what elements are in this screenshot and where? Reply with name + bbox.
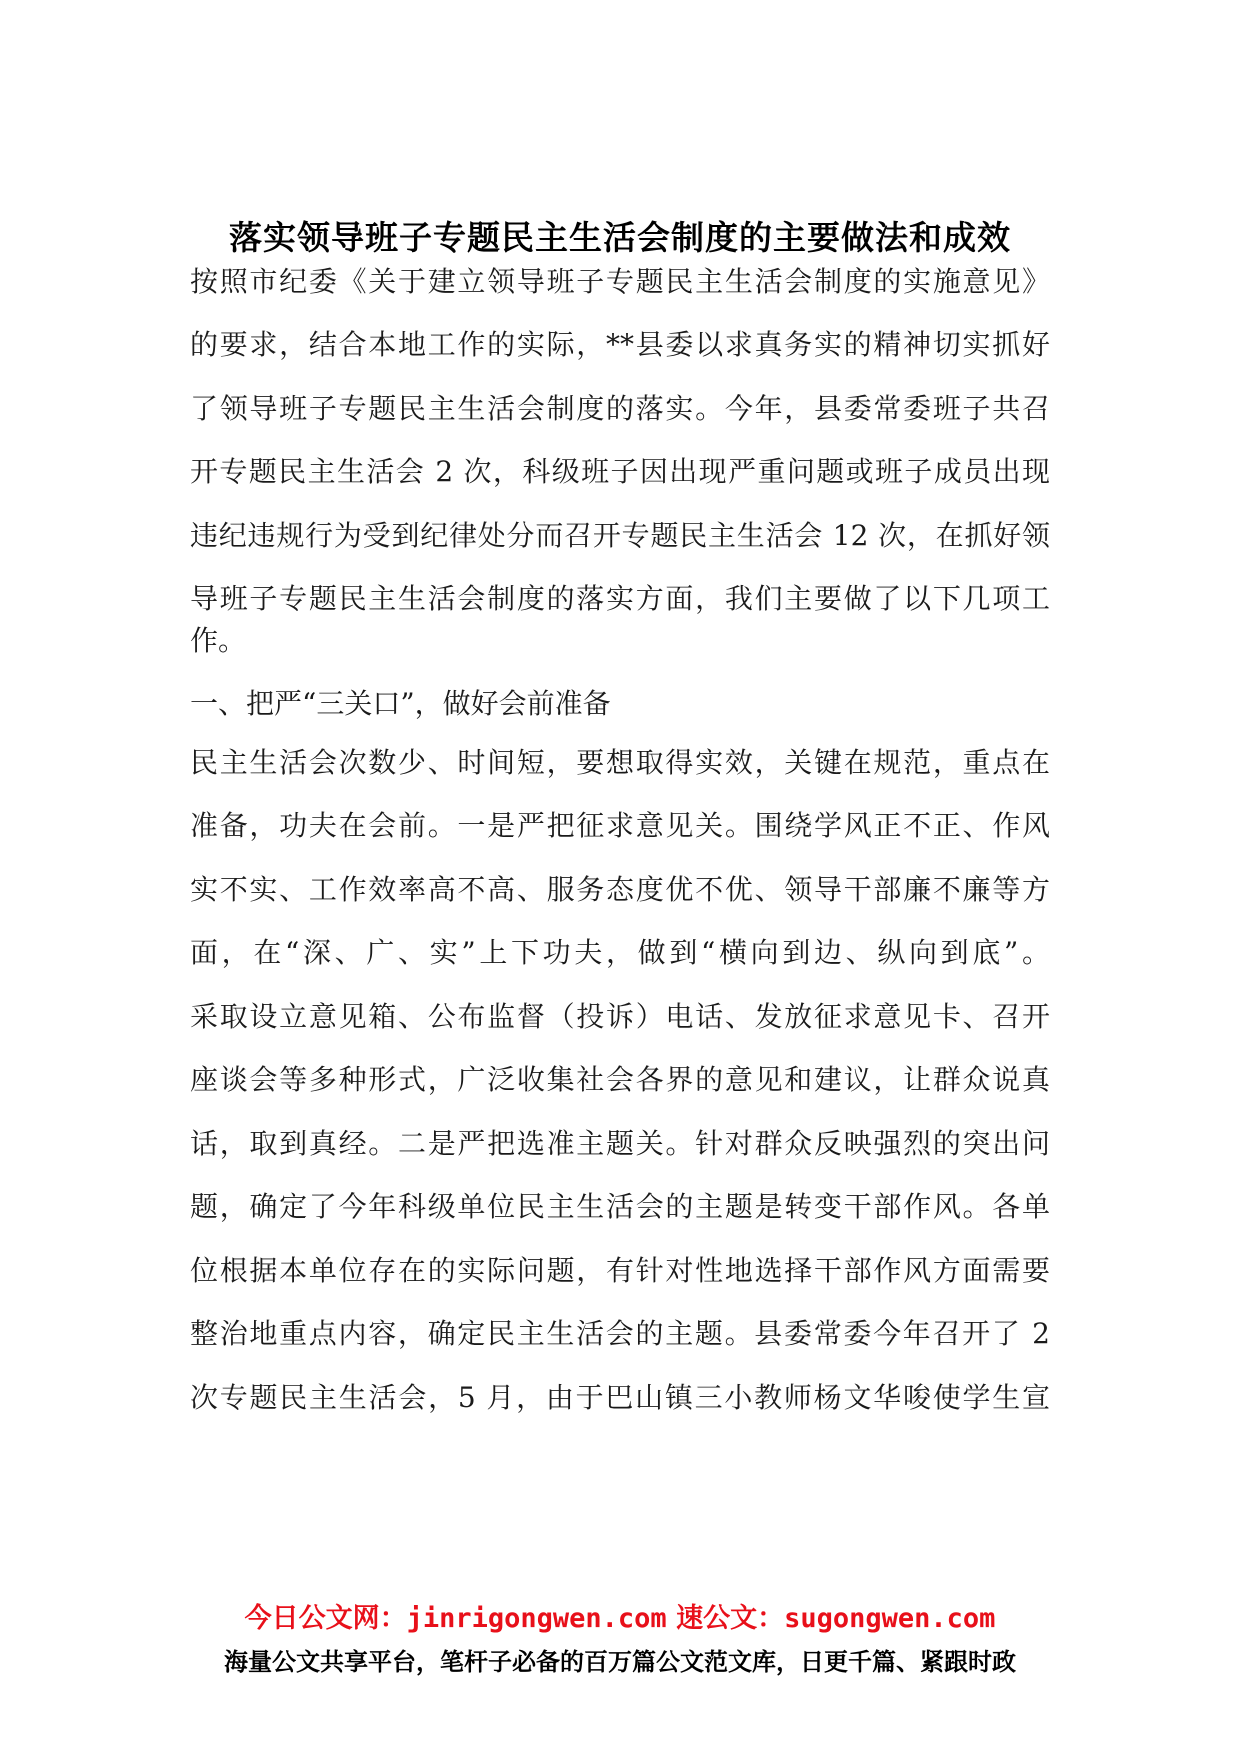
body-line: 座谈会等多种形式，广泛收集社会各界的意见和建议，让群众说真 (190, 1063, 1050, 1096)
body-line: 按照市纪委《关于建立领导班子专题民主生活会制度的实施意见》 (190, 265, 1050, 298)
footer-slogan: 海量公文共享平台，笔杆子必备的百万篇公文范文库，日更千篇、紧跟时政 (224, 1648, 1016, 1676)
body-line: 次专题民主生活会，5 月，由于巴山镇三小教师杨文华唆使学生宣 (190, 1381, 1050, 1414)
body-line: 违纪违规行为受到纪律处分而召开专题民主生活会 12 次，在抓好领 (190, 519, 1050, 552)
body-line: 民主生活会次数少、时间短，要想取得实效，关键在规范，重点在 (190, 746, 1050, 779)
footer-site1-link[interactable]: jinrigongwen.com (406, 1603, 667, 1634)
body-line: 面，在“深、广、实”上下功夫，做到“横向到边、纵向到底”。 (190, 936, 1050, 969)
body-line: 话，取到真经。二是严把选准主题关。针对群众反映强烈的突出问 (190, 1127, 1050, 1160)
body-line: 准备，功夫在会前。一是严把征求意见关。围绕学风正不正、作风 (190, 809, 1050, 842)
body-line: 题，确定了今年科级单位民主生活会的主题是转变干部作风。各单 (190, 1190, 1050, 1223)
footer-site2-label: 速公文： (676, 1603, 785, 1634)
footer-site2-link[interactable]: sugongwen.com (784, 1603, 996, 1634)
section-heading: 一、把严“三关口”，做好会前准备 (190, 687, 611, 720)
body-line: 采取设立意见箱、公布监督（投诉）电话、发放征求意见卡、召开 (190, 1000, 1050, 1033)
footer-banner (0, 1596, 1240, 1635)
body-line: 整治地重点内容，确定民主生活会的主题。县委常委今年召开了 2 (190, 1317, 1050, 1350)
body-line: 的要求，结合本地工作的实际，**县委以求真务实的精神切实抓好 (190, 328, 1050, 361)
document-title: 落实领导班子专题民主生活会制度的主要做法和成效 (229, 218, 1011, 257)
body-line: 导班子专题民主生活会制度的落实方面，我们主要做了以下几项工 (190, 582, 1050, 615)
body-line: 实不实、工作效率高不高、服务态度优不优、领导干部廉不廉等方 (190, 873, 1050, 906)
body-line: 作。 (190, 624, 247, 657)
footer-site1-label: 今日公文网： (244, 1603, 407, 1634)
body-line: 了领导班子专题民主生活会制度的落实。今年，县委常委班子共召 (190, 392, 1050, 425)
body-line: 开专题民主生活会 2 次，科级班子因出现严重问题或班子成员出现 (190, 455, 1050, 488)
body-line: 位根据本单位存在的实际问题，有针对性地选择干部作风方面需要 (190, 1254, 1050, 1287)
